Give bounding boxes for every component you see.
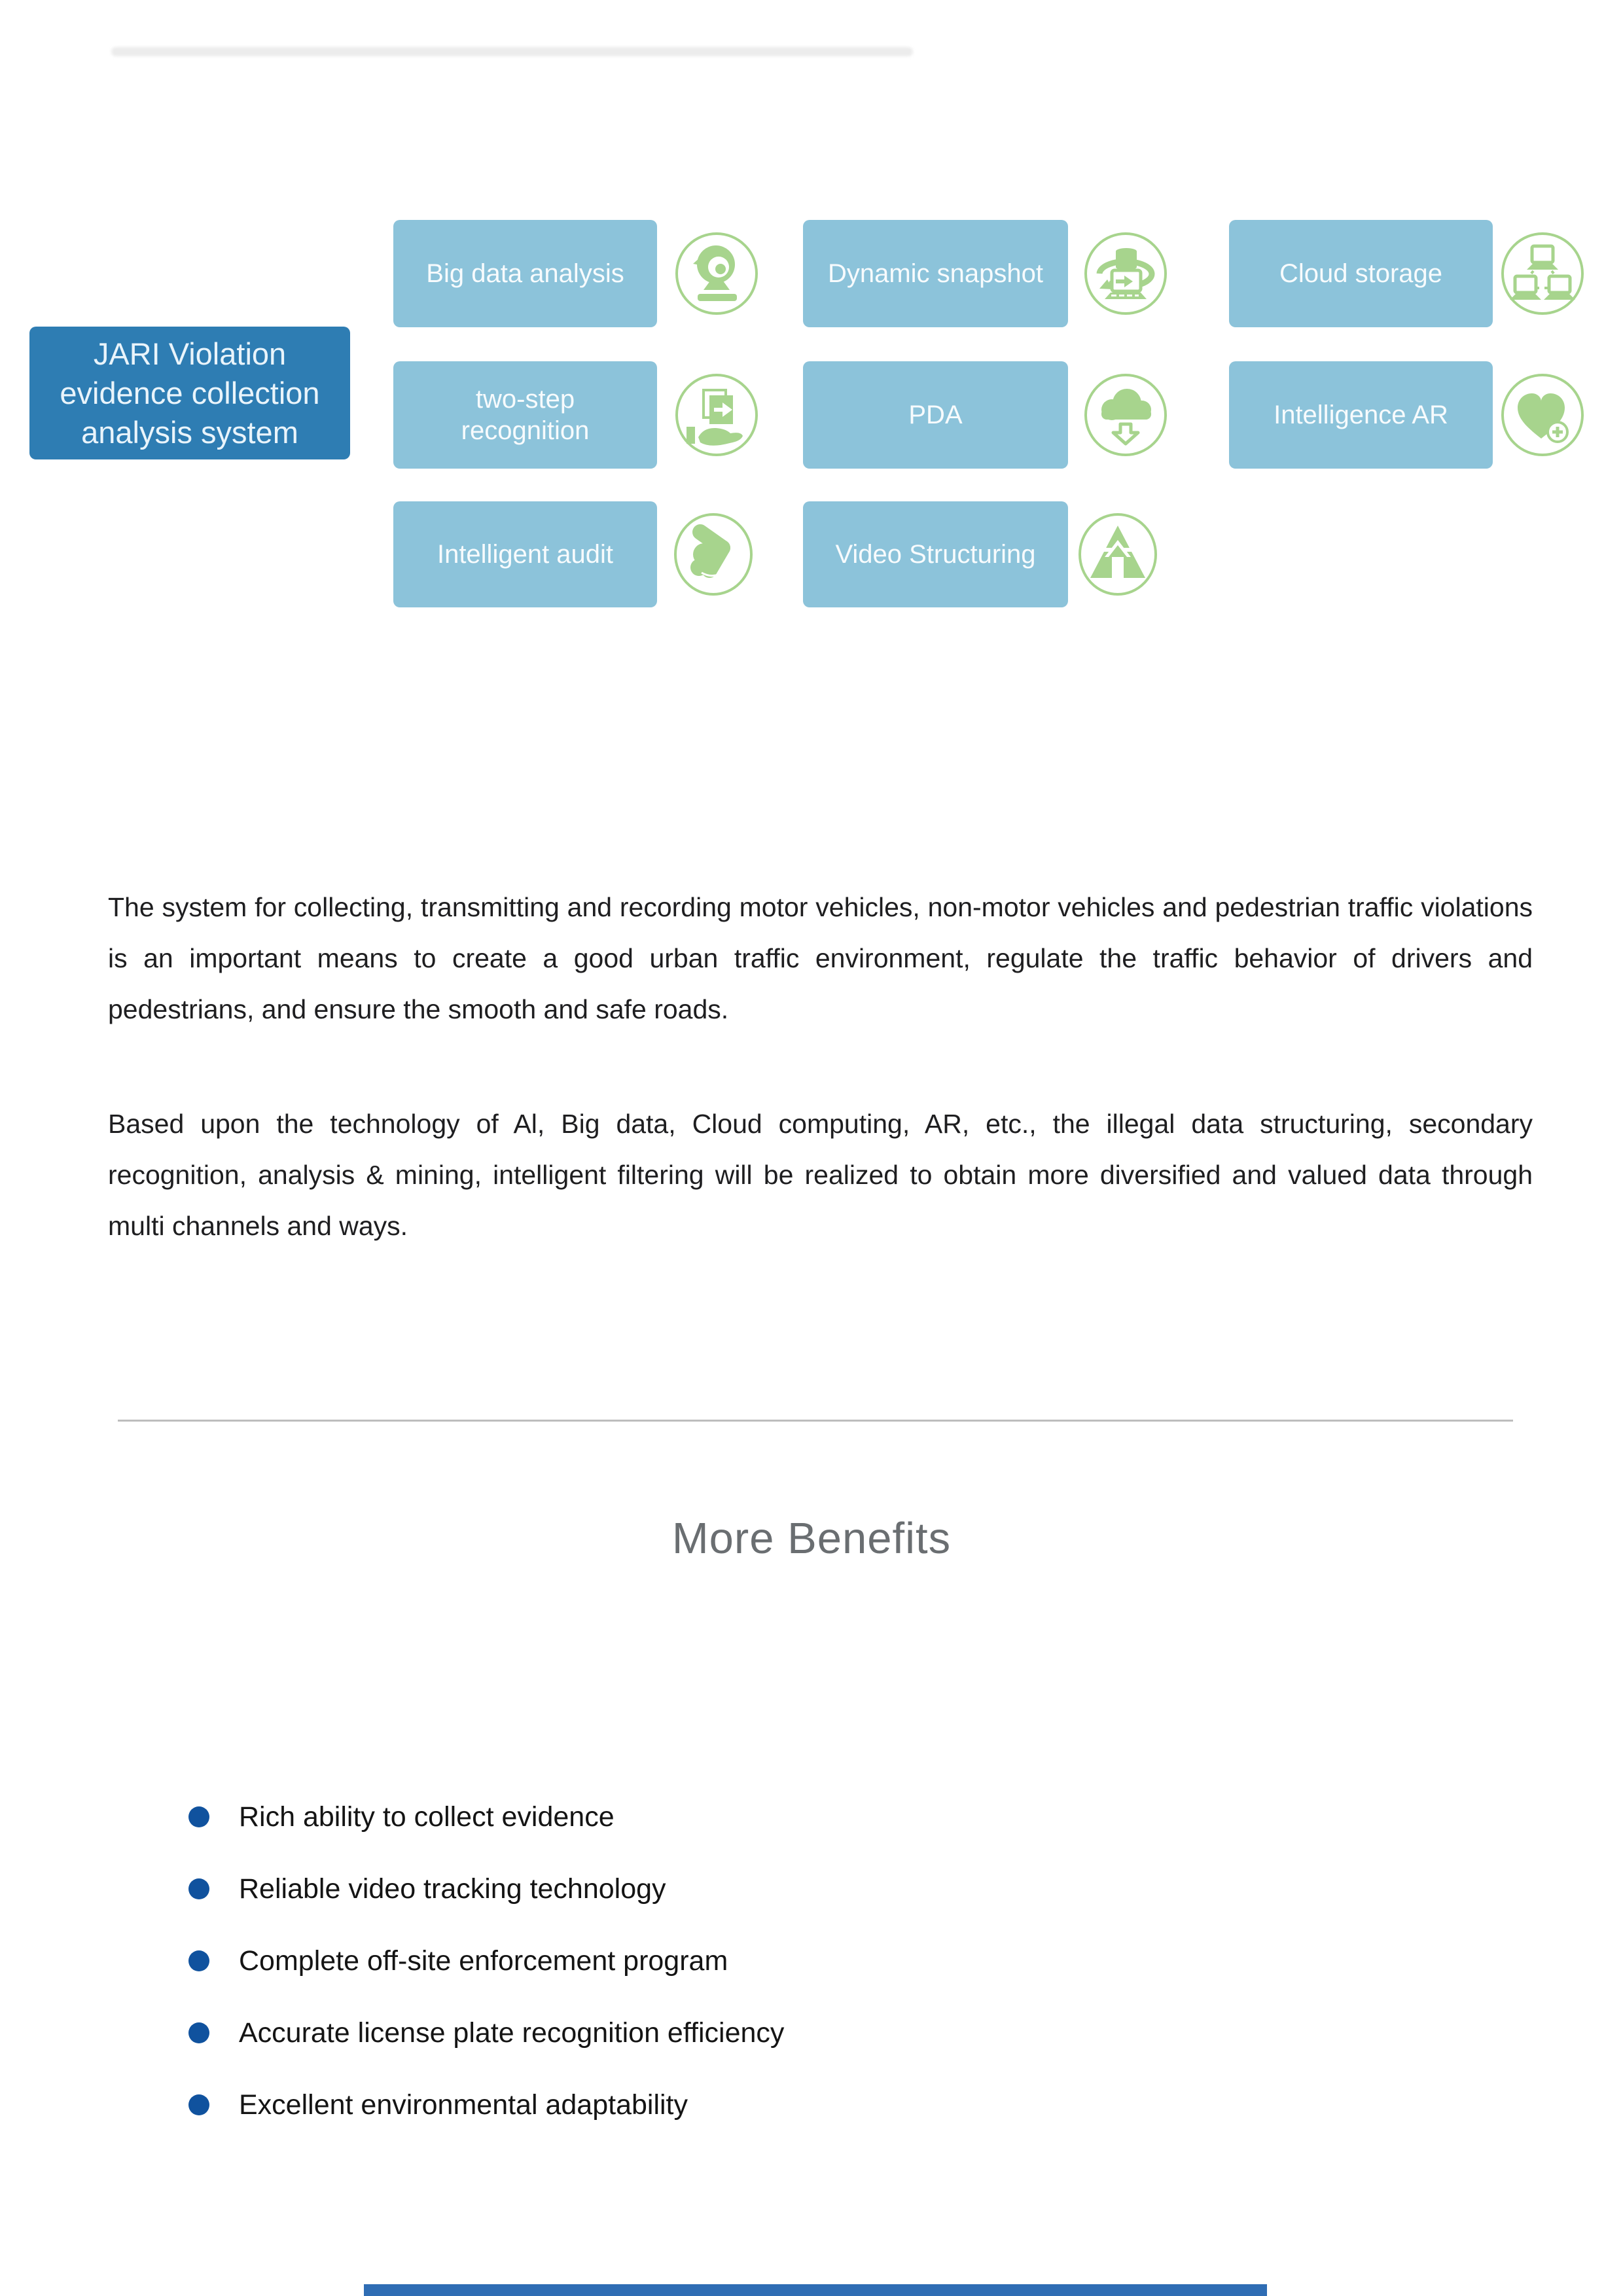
technology-paragraph: Based upon the technology of Al, Big data, Cloud computing, AR, etc., the illegal data structuring, secondary recognition, analysis & mining, intelligent filtering will be realized to obtain more diversified and valued data through multi channels and ways. (108, 1109, 1533, 1241)
bullet-icon (188, 2022, 209, 2043)
node-label: Big data analysis (426, 259, 624, 288)
bullet-icon (188, 1806, 209, 1827)
diagram-node-big-data-analysis (393, 220, 657, 327)
root-label-line: JARI Violation (93, 336, 287, 371)
diagram-node-dynamic-snapshot (803, 220, 1068, 327)
network-computers-icon (1499, 230, 1586, 317)
node-label: two-step recognition (461, 385, 590, 445)
benefits-list (188, 1781, 784, 2141)
diagram-node-pda (803, 361, 1068, 469)
list-item (188, 2069, 784, 2141)
node-label: Intelligent audit (437, 540, 614, 569)
bicep-icon (670, 511, 757, 598)
cloud-download-icon (1082, 372, 1169, 458)
list-item (188, 1853, 784, 1925)
section-divider (118, 1420, 1513, 1422)
bullet-icon (188, 2094, 209, 2115)
root-label-line: analysis system (81, 414, 298, 450)
diagram-node-video-structuring (803, 501, 1068, 607)
node-label: Video Structuring (835, 540, 1036, 569)
diagram-node-intelligence-ar (1229, 361, 1493, 469)
benefit-label: Complete off-site enforcement program (239, 1945, 728, 1977)
bullet-icon (188, 1950, 209, 1971)
diagram-node-intelligent-audit (393, 501, 657, 607)
list-item (188, 1781, 784, 1853)
pyramid-arrow-icon (1075, 511, 1161, 598)
node-label: Cloud storage (1279, 259, 1443, 288)
benefit-label: Reliable video tracking technology (239, 1873, 666, 1905)
list-item (188, 1997, 784, 2069)
bullet-icon (188, 1878, 209, 1899)
hand-document-icon (673, 372, 760, 458)
webcam-icon (673, 230, 760, 317)
heart-plus-icon (1499, 372, 1586, 458)
node-label: Dynamic snapshot (827, 259, 1044, 288)
node-label: PDA (908, 401, 963, 429)
diagram-node-two-step-recognition (393, 361, 657, 469)
benefit-label: Accurate license plate recognition efficiency (239, 2017, 785, 2049)
diagram-root-box (29, 327, 350, 459)
benefit-label: Rich ability to collect evidence (239, 1801, 615, 1833)
node-label: Intelligence AR (1274, 401, 1448, 429)
benefit-label: Excellent environmental adaptability (239, 2089, 688, 2121)
camera-sync-icon (1082, 230, 1169, 317)
intro-paragraph: The system for collecting, transmitting and recording motor vehicles, non-motor vehicles and pedestrian traffic violations is an important means to create a good urban traffic environment, regulate the traffic behavior of drivers and pedestrians, and ensure the smooth and safe roads. (108, 892, 1533, 1024)
benefits-heading: More Benefits (671, 1514, 952, 1563)
root-label-line: evidence collection (60, 375, 320, 410)
footer-bar (364, 2284, 1267, 2296)
list-item (188, 1925, 784, 1997)
faint-placeholder-text (111, 47, 913, 56)
diagram-node-cloud-storage (1229, 220, 1493, 327)
